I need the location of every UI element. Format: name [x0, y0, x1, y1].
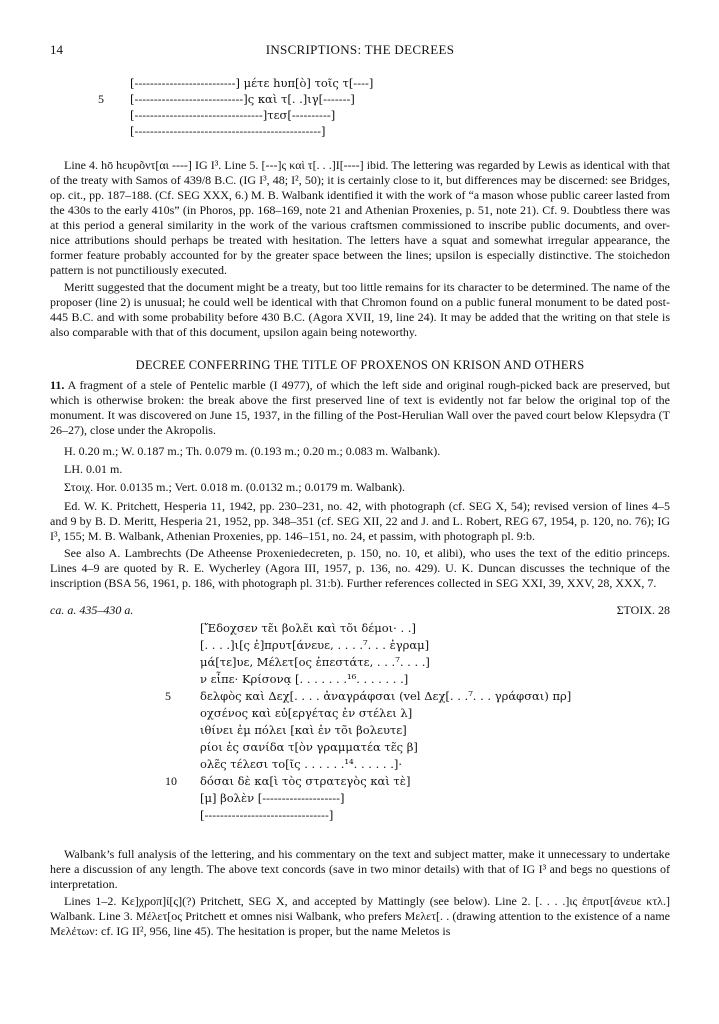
greek-line: [μ] βολὲν [--------------------]: [200, 791, 345, 805]
entry-text: A fragment of a stele of Pentelic marble (I 4977), of which the left side and original rough-picked back are preserved, but which is otherwise broken: the break above the first preserved line of text is evidently not far below the original top of the monument. It was discovered on June 15, 1937, in the filling of the Post-Herulian Wall over the paved court below Klepsydra (T 26–27), close under the Akropolis.: [50, 378, 670, 437]
commentary-paragraph: Walbank’s full analysis of the lettering, and his commentary on the text and subject matter, make it unnecessary to undertake here a discussion of any length. The above text concords (save in two minor details) with that of IG I³ and begs no questions of interpretation.: [50, 847, 670, 891]
fragment-line: [---------------------------------]τεσ[----------]: [130, 108, 336, 122]
section-title: DECREE CONFERRING THE TITLE OF PROXENOS ON KRISON AND OTHERS: [135, 358, 585, 372]
greek-line: [Ἔδοχσεν τε̃ι βολε̃ι καὶ τõι δέμοι· . .]: [200, 621, 416, 635]
commentary-paragraph: Meritt suggested that the document might be a treaty, but too little remains for its character to be determined. The name of the proposer (line 2) is unusual; he could well be identical with that Chromon found on a public funeral monument to be dated post-445 B.C. and with some probability before 430 B.C. (Agora XVII, 19, line 24). It may be added that the writing on that stele is also comparable with that of this document, upsilon again being noteworthy.: [50, 280, 670, 339]
greek-line: ρίοι ἐς σανίδα τ[ὸν γραμματέα τε̃ς β]: [200, 740, 418, 754]
greek-line: οχσένος καὶ εὐ[εργέτας ἐν στέλει λ]: [200, 706, 413, 720]
fragment-line: [------------------------------------------------]: [130, 124, 326, 138]
greek-line: δελφὸς καὶ Δεχ[. . . . ἀναγράφσαι (vel Δεχ[. . .⁷. . . γράφσαι) πρ]: [200, 689, 572, 703]
see-also-reference: See also A. Lambrechts (De Atheense Proxeniedecreten, p. 150, no. 10, et alibi), who uses the text of the editio princeps. Lines 4–9 are quoted by R. E. Wycherley (Agora III, 1957, p. 136, no. 429). U. K. Duncan discusses the technique of the inscription (BSA 56, 1961, p. 186, with photograph pl. 31:b). Further references collected in SEG XXI, 39, XXV, 28, XXX, 7.: [50, 546, 670, 590]
greek-line: ιθίνει ἐμ πόλει [καὶ ἐν τõι βολευτε]: [200, 723, 407, 737]
entry-description: [50, 378, 670, 438]
greek-text-edition: [50, 621, 670, 831]
running-title: INSCRIPTIONS: THE DECREES: [265, 42, 455, 57]
commentary-block: [50, 158, 670, 340]
stoichedon-count: ΣΤΟΙΧ. 28: [616, 603, 670, 617]
inscription-fragment-text: [50, 76, 670, 142]
commentary-paragraph: Lines 1–2. Κε]χροπ]ί[ς](?) Pritchett, SEG X, and accepted by Mattingly (see below). Line 2. [. . . .]ις ἐπρυτ[άνευε κτλ.] Walbank. Line 3. Μέλετ[ος Pritchett et omnes nisi Walbank, who prefers Μελετ[. . (drawing attention to the existence of a name Μελέτων: cf. IG II², 956, line 45). The hesitation is proper, but the name Meletos is: [50, 894, 670, 938]
document-page: [50, 28, 670, 941]
fragment-line: [----------------------------]ς καὶ τ[. .]ιγ[-------]: [130, 92, 355, 106]
greek-line: μά[τε]υε, Μέλετ[ος ἐπεστάτε, . . .⁷. . . .]: [200, 655, 430, 669]
edition-header: [50, 603, 670, 621]
greek-line: [. . . .]ι[ς ἐ]πρυτ[άνευε, . . . .⁷. . . ἐγραμ]: [200, 638, 430, 652]
fragment-line-number: 5: [98, 92, 104, 106]
greek-line-number: 10: [165, 774, 177, 788]
stoichedon-spacing: Στοιχ. Hor. 0.0135 m.; Vert. 0.018 m. (0.0132 m.; 0.0179 m. Walbank).: [64, 480, 406, 494]
fragment-line: [--------------------------] μέτε hυπ[ὸ] τοῖς τ[----]: [130, 76, 374, 90]
commentary-paragraph: Line 4. hō hευρõντ[αι ----] IG I³. Line 5. [---]ς καὶ τ[. . .]I[----] ibid. The lettering was regarded by Lewis as identical with that of the treaty with Samos of 439/8 B.C. (IG I³, 48; I², 50); it is certainly close to it, but differences may be discerned: see Bridges, op. cit., pp. 187–188. (Cf. SEG XXX, 6.) M. B. Walbank identified it with the work of “a mason whose public career lasted from the 430s to the early 410s” (in Phoros, pp. 168–169, note 21 and Athenian Proxenies, p. 51, note 21). Cf. 9. Doubtless there was at this period a general similarity in the work of the various craftsmen commissioned to inscribe public documents, and over-nice attributions should perhaps be treated with hesitation. The letters have a squat and somewhat irregular appearance, the former feature probably accounted for by the greater space between the lines; upsilon is especially distinctive. The stoichedon pattern is not punctiliously executed.: [50, 158, 670, 277]
letter-height: LH. 0.01 m.: [64, 462, 123, 476]
measurements: [50, 444, 670, 495]
dimensions: H. 0.20 m.; W. 0.187 m.; Th. 0.079 m. (0.193 m.; 0.20 m.; 0.083 m. Walbank).: [64, 444, 441, 458]
entry-number: 11.: [50, 378, 65, 392]
edition-date: ca. a. 435–430 a.: [50, 603, 134, 617]
greek-line-number: 5: [165, 689, 171, 703]
greek-line: δόσαι δὲ κα[ὶ τὸς στρατεγὸς καὶ τὲ]: [200, 774, 411, 788]
bibliography: [50, 499, 670, 591]
greek-line: ολε̃ς τέλεσι το[ῖς . . . . . .¹⁴. . . . . .]·: [200, 757, 403, 771]
page-header: [50, 28, 670, 57]
greek-line: ν εἶπε· Κρίσονα̣ [. . . . . . .¹⁶. . . . . . .]: [200, 672, 409, 686]
greek-line: [--------------------------------]: [200, 808, 334, 822]
page-number: 14: [50, 42, 63, 57]
editions-reference: Ed. W. K. Pritchett, Hesperia 11, 1942, pp. 230–231, no. 42, with photograph (cf. SEG X, 54); revised version of lines 4–5 and 9 by B. D. Meritt, Hesperia 21, 1952, pp. 348–351 (cf. SEG XII, 22 and J. and L. Robert, REG 67, 1954, p. 120, no. 76); IG I³, 155; M. B. Walbank, Athenian Proxenies, pp. 146–151, no. 24, et passim, with photograph pl. 9:b.: [50, 499, 670, 543]
commentary-block: [50, 847, 670, 939]
